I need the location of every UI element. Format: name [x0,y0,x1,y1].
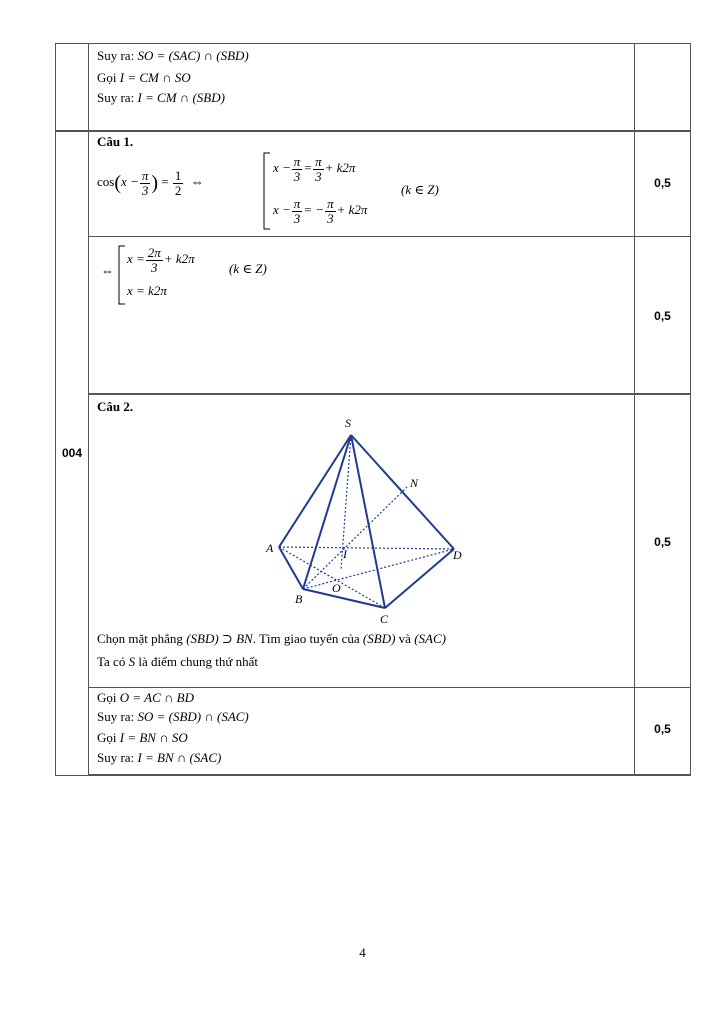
code-cell-top [56,44,89,132]
sys1-line1: x − $\frac{\pi}{3}$ = $\frac{\pi}{3}$ + k2π [273,153,356,184]
math-i-result: I = CM ∩ (SBD) [137,90,225,105]
text-goi: Gọi [97,70,120,85]
score-cell-cau1b [635,237,691,395]
k-in-z-2: (k ∈ Z) [229,261,267,276]
bracket-1 [262,152,272,230]
content-cell-cau2a [89,394,635,688]
label-a: A [266,541,274,555]
k-in-z-1: (k ∈ Z) [401,182,439,197]
score-cell-cau1a [635,131,691,237]
math-i-def: I = CM ∩ SO [119,70,191,85]
cau2-line6: Suy ra: I = BN ∩ (SAC) [97,750,222,765]
cau2-line5: Gọi I = BN ∩ SO [97,730,188,745]
cau2-line1: Chọn mặt phẳng (SBD) ⊃ BN. Tìm giao tuyến của (SBD) và (SAC) [97,631,446,646]
pyramid-figure [89,395,635,635]
label-s: S [345,416,351,430]
cau2-line4: Suy ra: SO = (SBD) ∩ (SAC) [97,709,249,724]
score-cau2-2: 0,5 [654,722,671,736]
score-cell-cau2b [635,688,691,776]
cau1-title: Câu 1. [97,134,134,149]
label-n: N [410,476,419,490]
x-minus: x − [121,174,139,189]
frac-pi-3: $\frac{\pi}{3}$ [141,167,149,198]
sys1-line2: x − $\frac{\pi}{3}$ = − $\frac{\pi}{3}$ + k2π [273,195,368,226]
label-c: C [380,612,389,626]
score-cau1-1: 0,5 [654,176,671,190]
content-cell-top [89,44,635,132]
cau2-line2: Ta có S là điểm chung thứ nhất [97,654,259,669]
math-so-intersection: SO = (SAC) ∩ (SBD) [137,48,249,63]
label-b: B [295,592,303,606]
content-cell-cau1a: Câu 1. cos(x − $\frac{\pi}{3}$ ) = $\frac{1}{2}$ ⇔ x − $\frac{\pi}{3}$ = $\frac{\pi}{3}$ + k2π x − $\frac{\pi}{3}$ = − $\frac{\pi}{3}$ + k2π (k ∈ Z) [89,131,635,237]
content-cell-cau2b [89,688,635,776]
text-suy-ra-2: Suy ra: [97,90,138,105]
sys2-line1: x = $\frac{2\pi}{3}$ + k2π [127,244,195,275]
label-d: D [453,548,462,562]
content-cell-cau1b [89,237,635,395]
cau2-title: Câu 2. [97,399,134,414]
cau2-line3: Gọi O = AC ∩ BD [97,690,195,705]
exam-code-cell [56,131,89,775]
eq-sign: = [161,174,169,189]
cos-label: cos [97,174,115,189]
score-cell-top [635,44,691,132]
score-cau1-2: 0,5 [654,309,671,323]
answer-table [55,43,691,776]
label-i: I [343,547,347,561]
score-cau2-1: 0,5 [654,535,671,549]
iff-sign-2: ⇔ [101,263,114,278]
bracket-2 [117,245,127,305]
frac-1-2: $\frac{1}{2}$ [174,167,182,198]
sys2-line2: x = k2π [127,283,167,298]
page-number: 4 [359,945,366,960]
score-cell-cau2a [635,394,691,688]
iff-sign-1: ⇔ [190,174,204,189]
label-o: O [332,581,341,595]
exam-code: 004 [62,446,83,460]
text-suy-ra: Suy ra: [97,48,138,63]
